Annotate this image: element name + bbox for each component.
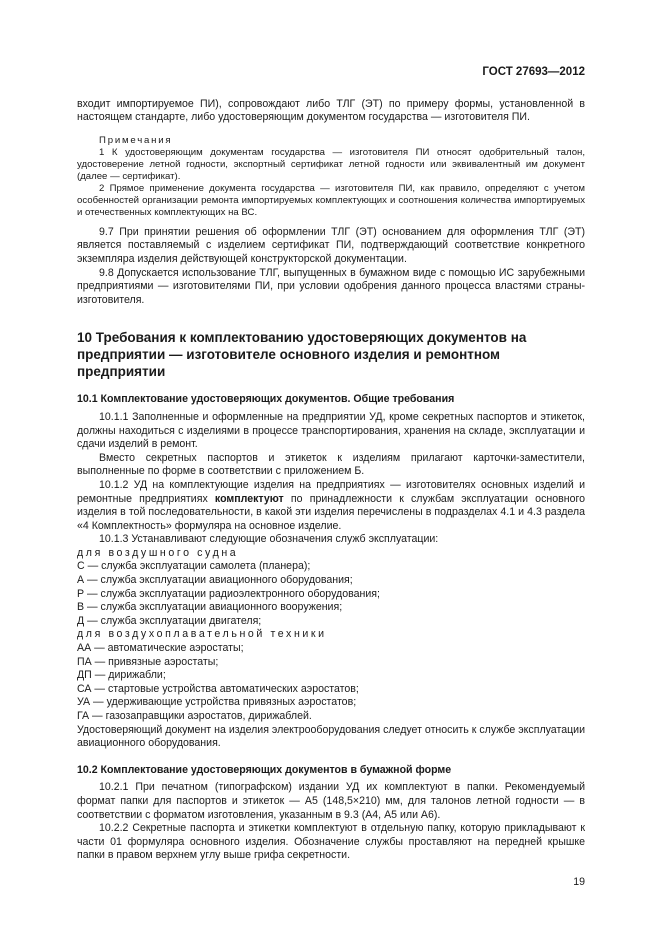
balloon-item: ГА — газозаправщики аэростатов, дирижаблей. (77, 710, 312, 722)
paragraph-10-1-3: 10.1.3 Устанавливают следующие обозначения служб эксплуатации: (99, 533, 439, 546)
note-1: 1 К удостоверяющим документам государства — изготовителя ПИ относят одобрительный талон, удостоверение летной годности, экспортный сертификат летной годности или эквивалентный им документ (далее — сертификат). (77, 146, 585, 182)
balloon-item: АА — автоматические аэростаты; (77, 642, 244, 655)
balloon-heading: для воздухоплавательной техники (77, 628, 327, 641)
section-10-title: 10 Требования к комплектованию удостоверяющих документов на предприятии — изготовителе основного изделия и ремонтном предприятии (77, 330, 527, 380)
balloon-item: ДП — дирижабли; (77, 669, 166, 682)
balloon-item: УА — удерживающие устройства привязных аэростатов; (77, 696, 357, 709)
page-number: 19 (573, 876, 585, 888)
doc-header: ГОСТ 27693—2012 (482, 66, 585, 78)
subsection-10-2-title: 10.2 Комплектование удостоверяющих документов в бумажной форме (77, 763, 452, 776)
paragraph-10-1-2 (77, 479, 585, 533)
balloon-item: ПА — привязные аэростаты; (77, 655, 219, 668)
balloon-item: СА — стартовые устройства автоматических аэростатов; (77, 682, 359, 695)
aircraft-item: Р — служба эксплуатации радиоэлектронного оборудования; (77, 587, 380, 600)
aircraft-heading: для воздушного судна (77, 546, 239, 559)
paragraph-9-8: 9.8 Допускается использование ТЛГ, выпущенных в бумажном виде с помощью ИС зарубежными предприятиями — изготовителями ПИ, при условии одобрения данного процесса властями страны-изготовителя. (77, 266, 585, 306)
paragraph-electro: Удостоверяющий документ на изделия электрооборудования следует относить к службе эксплуатации авиационного оборудования. (77, 723, 585, 750)
paragraph-10-1-1-b: Вместо секретных паспортов и этикеток к изделиям прилагают карточки-заместители, выполненные по форме в соответствии с приложением Б. (77, 451, 585, 478)
intro-paragraph: входит импортируемое ПИ), сопровождают либо ТЛГ (ЭТ) по примеру формы, установленной в настоящем стандарте, либо удостоверяющим документом государства — изготовителя ПИ. (77, 97, 585, 124)
aircraft-item: С — служба эксплуатации самолета (планера); (77, 560, 311, 573)
aircraft-item: В — служба эксплуатации авиационного вооружения; (77, 601, 343, 614)
subsection-10-1-title: 10.1 Комплектование удостоверяющих документов. Общие требования (77, 393, 455, 406)
notes-title: Примечания (99, 134, 173, 146)
aircraft-item: Д — служба эксплуатации двигателя; (77, 614, 262, 627)
aircraft-item: А — служба эксплуатации авиационного оборудования; (77, 574, 353, 587)
p1012-part-b: по принадлежности к службам эксплуатации основного изделия в той последовательности, в какой эти изделия перечислены в подразделах 4.1 и 4.3 раздела «4 Комплектность» формуляра на основное изделие. (77, 492, 586, 532)
paragraph-10-2-1: 10.2.1 При печатном (типографском) издании УД их комплектуют в папки. Рекомендуемый формат папки для паспортов и этикеток — А5 (148,5×210) мм, для талонов летной годности — в соответствии с форматом изготовления, указанным в 9.3 (А4, А5 или А6). (77, 781, 585, 821)
paragraph-10-1-1: 10.1.1 Заполненные и оформленные на предприятии УД, кроме секретных паспортов и этикеток, должны находиться с изделиями в процессе транспортирования, хранения на складе, эксплуатации и сдачи изделий в ремонт. (77, 410, 585, 451)
paragraph-9-7: 9.7 При принятии решения об оформлении ТЛГ (ЭТ) основанием для оформления ТЛГ (ЭТ) является поставляемый с изделием сертификат ПИ, подтверждающий соответствие конкретного экземпляра изделия действующей конструкторской документации. (77, 225, 585, 265)
p1012-bold: комплектуют (214, 492, 284, 505)
note-2: 2 Прямое применение документа государства — изготовителя ПИ, как правило, определяют с учетом особенностей организации ремонта импортируемых комплектующих и соотношения количества импортируемых и отечественных комплектующих на ВС. (77, 182, 585, 218)
p1012-part-a: 10.1.2 УД на комплектующие изделия на предприятиях — изготовителях основных изделий и ремонтные предприятиях (77, 478, 585, 505)
paragraph-10-2-2: 10.2.2 Секретные паспорта и этикетки комплектуют в отдельную папку, которую прикладывают к части 01 формуляра основного изделия. Обозначение службы проставляют на передней крышке папки в правом верхнем углу выше грифа секретности. (77, 822, 585, 862)
